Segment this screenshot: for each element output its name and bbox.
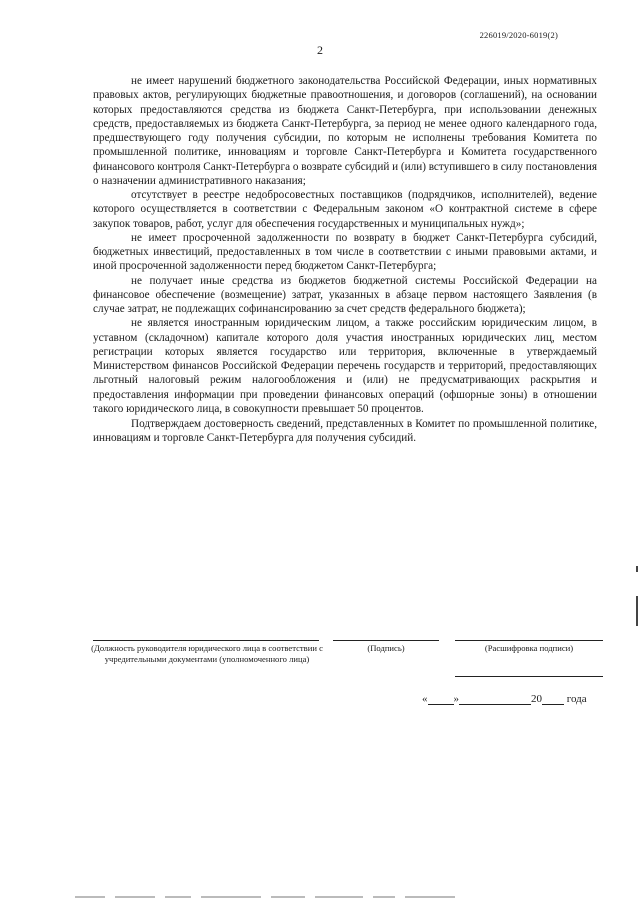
decoding-line [455,640,603,641]
date-century: 20 [531,693,542,705]
signature-caption: (Подпись) [367,643,405,653]
scan-margin-mark [636,566,638,572]
page-number: 2 [317,43,323,57]
paragraph-unfair-suppliers-registry: отсутствует в реестре недобросовестных поставщиков (подрядчиков, исполнителей), ведение которого осуществляется в соответствии с Федеральным законом «О контрактной системе в сфере закупок товаров, работ, услуг для обеспечения государственных и муниципальных нужд»; [93,189,597,230]
decoding-caption: (Расшифровка подписи) [484,643,574,653]
decoding-underline [455,676,603,677]
paragraph-foreign-entity: не является иностранным юридическим лицом, а также российским юридическим лицом, в уставном (складочном) капитале которого доля участия иностранных юридических лиц, местом регистрации которых является государство или территория, включенные в утверждаемый Министерством финансов Российской Федерации перечень государств и территорий, предоставляющих льготный налоговый режим налогообложения и (или) не предусматривающих раскрытия и предоставления информации при проведении финансовых операций (офшорные зоны) в отношении такого юридического лица, в совокупности превышает 50 процентов. [93,317,597,415]
scan-bottom-artifacts [75,896,495,900]
day-blank [428,693,454,705]
year-blank [542,693,564,705]
scan-margin-mark [636,596,638,626]
document-id: 226019/2020-6019(2) [479,30,558,40]
paragraph-confirmation: Подтверждаем достоверность сведений, представленных в Комитет по промышленной политике, инновациям и торговле Санкт-Петербурга для получения субсидий. [93,418,597,445]
date-year-word: года [566,693,587,705]
paragraph-other-budget-funds: не получает иные средства из бюджетов бюджетной системы Российской Федерации на финансовое обеспечение (возмещение) затрат, указанных в абзаце первом настоящего Заявления (в случае затрат, не подлежащих софинансированию за счет средств федерального бюджета); [93,274,597,315]
date-close-quote: » [453,693,459,705]
paragraph-overdue-debt: не имеет просроченной задолженности по возврату в бюджет Санкт-Петербурга субсидий, бюджетных инвестиций, предоставленных в том числе в соответствии с иными правовыми актами, и иной просроченной задолженности перед бюджетом Санкт-Петербурга; [93,231,597,273]
date-open-quote: « [422,693,428,705]
paragraph-budget-violations: не имеет нарушений бюджетного законодательства Российской Федерации, иных нормативных правовых актов, регулирующих бюджетные правоотношения, и договоров (соглашений), на основании которых предоставляются средства из бюджета Санкт-Петербурга, при использовании денежных средств, предоставляемых из бюджета Санкт-Петербурга, за период не менее одного календарного года, предшествующего году получения субсидии, по которым не исполнены требования Комитета по промышленной политике, инновациям и торговле Санкт-Петербурга и Комитета государственного финансового контроля Санкт-Петербурга о возврате субсидий и (или) вступившего в силу постановления о назначении административного наказания; [93,75,597,187]
month-blank [459,693,531,705]
position-caption: (Должность руководителя юридического лица в соответствии с учредительными документами (уполномоченного лица) [91,643,323,664]
position-line [93,640,319,641]
signature-line [333,640,439,641]
date-line [422,693,587,705]
